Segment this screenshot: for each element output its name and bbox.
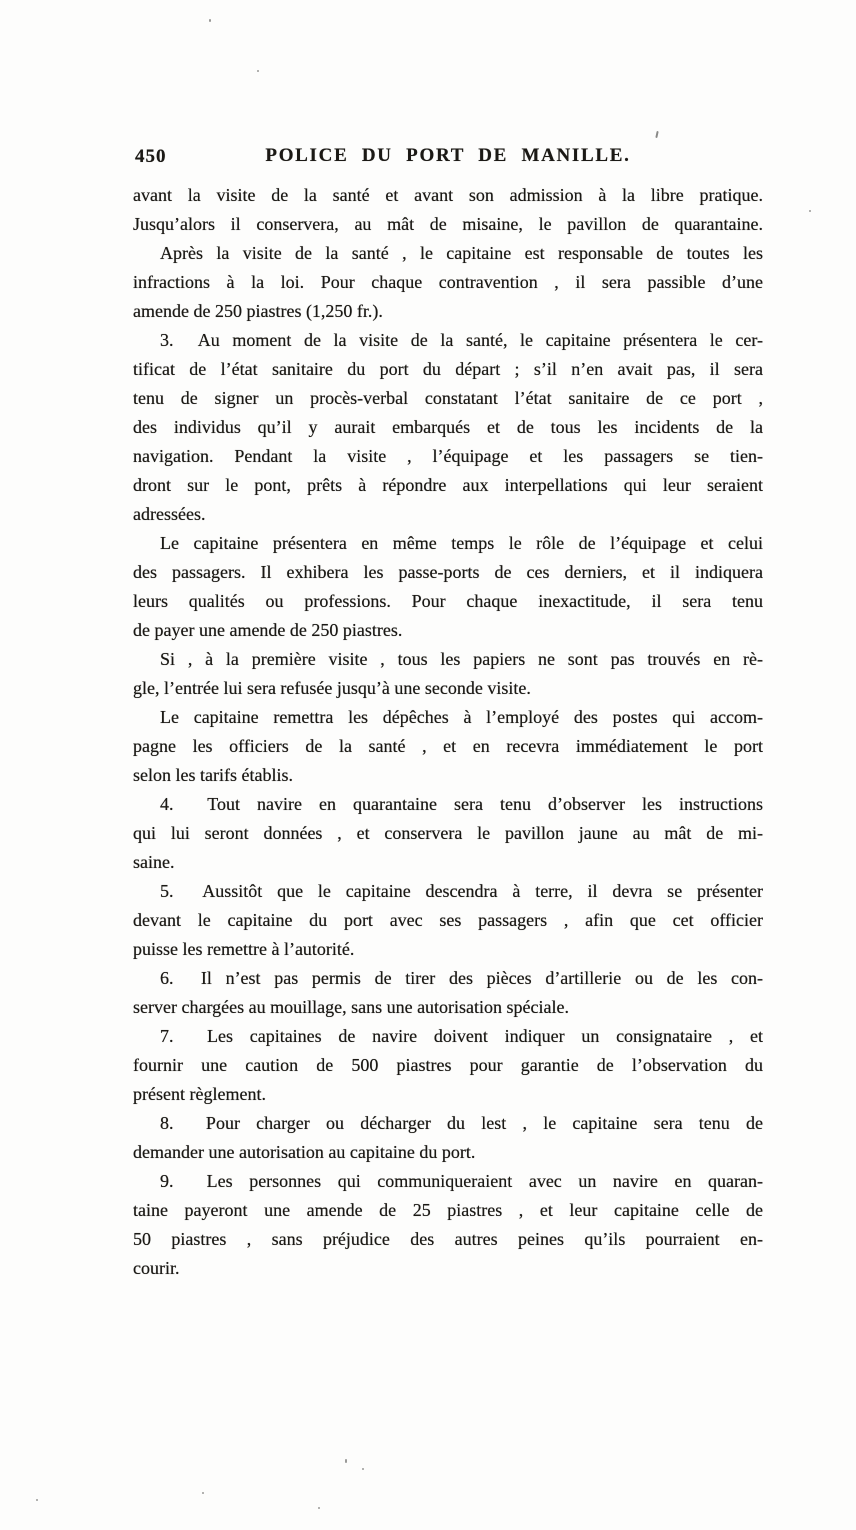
page-number: 450 — [135, 146, 167, 167]
text-line: avant la visite de la santé et avant son admission à la libre pratique. — [133, 185, 763, 205]
paragraph — [133, 877, 763, 964]
text-line: Après la visite de la santé , le capitaine est responsable de toutes les — [160, 243, 763, 263]
text-line: amende de 250 piastres (1,250 fr.). — [133, 301, 383, 321]
text-line: 7. Les capitaines de navire doivent indiquer un consignataire , et — [160, 1026, 763, 1046]
text-line: des individus qu’il y aurait embarqués et de tous les incidents de la — [133, 417, 763, 437]
scan-speck — [209, 19, 211, 22]
scan-speck — [655, 131, 658, 138]
text-line: Le capitaine remettra les dépêches à l’employé des postes qui accom- — [160, 707, 763, 727]
text-line: de payer une amende de 250 piastres. — [133, 620, 403, 640]
paragraph — [133, 181, 763, 239]
text-line: des passagers. Il exhibera les passe-ports de ces derniers, et il indiquera — [133, 562, 763, 582]
text-line: dront sur le pont, prêts à répondre aux interpellations qui leur seraient — [133, 475, 763, 495]
text-line: présent règlement. — [133, 1084, 266, 1104]
text-line: taine payeront une amende de 25 piastres , et leur capitaine celle de — [133, 1200, 763, 1220]
text-line: tenu de signer un procès-verbal constatant l’état sanitaire de ce port , — [133, 388, 763, 408]
paragraph — [133, 326, 763, 529]
text-line: demander une autorisation au capitaine du port. — [133, 1142, 476, 1162]
paragraph — [133, 239, 763, 326]
scan-speck — [345, 1459, 347, 1463]
text-line: fournir une caution de 500 piastres pour garantie de l’observation du — [133, 1055, 763, 1075]
text-line: pagne les officiers de la santé , et en recevra immédiatement le port — [133, 736, 763, 756]
text-line: devant le capitaine du port avec ses passagers , afin que cet officier — [133, 910, 763, 930]
page-header — [133, 145, 763, 171]
text-line: navigation. Pendant la visite , l’équipage et les passagers se tien- — [133, 446, 763, 466]
paragraph — [133, 645, 763, 703]
paragraph — [133, 703, 763, 790]
text-line: adressées. — [133, 504, 206, 524]
text-line: 4. Tout navire en quarantaine sera tenu d’observer les instructions — [160, 794, 763, 814]
scan-speck — [257, 70, 259, 72]
text-line: Jusqu’alors il conservera, au mât de misaine, le pavillon de quarantaine. — [133, 214, 763, 234]
paragraph — [133, 964, 763, 1022]
text-line: gle, l’entrée lui sera refusée jusqu’à une seconde visite. — [133, 678, 531, 698]
text-line: selon les tarifs établis. — [133, 765, 293, 785]
paragraph — [133, 790, 763, 877]
text-line: server chargées au mouillage, sans une autorisation spéciale. — [133, 997, 570, 1017]
text-line: 50 piastres , sans préjudice des autres peines qu’ils pourraient en- — [133, 1229, 763, 1249]
paragraph — [133, 1109, 763, 1167]
text-line: 5. Aussitôt que le capitaine descendra à terre, il devra se présenter — [160, 881, 763, 901]
text-line: qui lui seront données , et conservera le pavillon jaune au mât de mi- — [133, 823, 763, 843]
text-line: Si , à la première visite , tous les papiers ne sont pas trouvés en rè- — [160, 649, 763, 669]
scan-speck — [362, 1468, 364, 1470]
text-line: infractions à la loi. Pour chaque contravention , il sera passible d’une — [133, 272, 763, 292]
paragraph — [133, 1167, 763, 1283]
text-line: 6. Il n’est pas permis de tirer des pièces d’artillerie ou de les con- — [160, 968, 763, 988]
page-body — [133, 181, 763, 1283]
text-line: 8. Pour charger ou décharger du lest , le capitaine sera tenu de — [160, 1113, 763, 1133]
text-line: 3. Au moment de la visite de la santé, le capitaine présentera le cer- — [160, 330, 763, 350]
running-title: POLICE DU PORT DE MANILLE. — [265, 145, 631, 166]
scan-speck — [202, 1492, 204, 1494]
scan-speck — [809, 210, 811, 212]
text-line: Le capitaine présentera en même temps le rôle de l’équipage et celui — [160, 533, 763, 553]
paragraph — [133, 529, 763, 645]
text-line: tificat de l’état sanitaire du port du départ ; s’il n’en avait pas, il sera — [133, 359, 763, 379]
text-line: leurs qualités ou professions. Pour chaque inexactitude, il sera tenu — [133, 591, 763, 611]
text-line: 9. Les personnes qui communiqueraient avec un navire en quaran- — [160, 1171, 763, 1191]
paragraph — [133, 1022, 763, 1109]
text-line: puisse les remettre à l’autorité. — [133, 939, 355, 959]
scan-speck — [36, 1499, 38, 1501]
text-line: saine. — [133, 852, 175, 872]
scan-speck — [318, 1507, 320, 1509]
text-line: courir. — [133, 1258, 180, 1278]
